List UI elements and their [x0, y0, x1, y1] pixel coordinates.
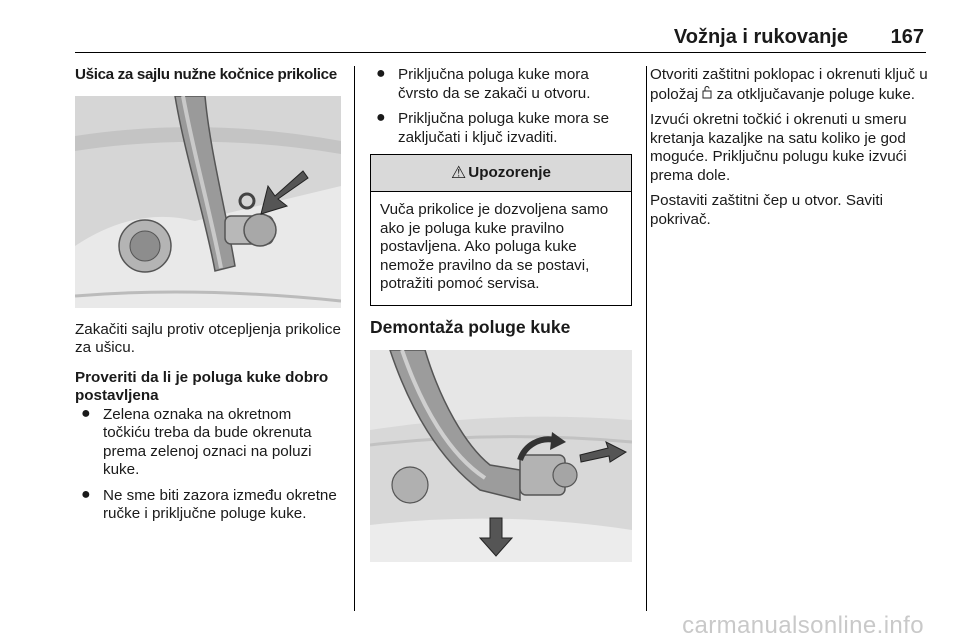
header-title: Vožnja i rukovanje	[673, 26, 848, 48]
warning-header	[371, 155, 631, 192]
bullet-icon: ●	[81, 404, 91, 422]
column-left	[75, 66, 341, 531]
list-item: ● Priključna poluga kuke mora se zaključati i ključ izvaditi.	[376, 109, 610, 146]
warning-triangle-icon: ⚠	[451, 162, 467, 182]
page-number: 167	[890, 26, 924, 48]
section-heading-check: Proveriti da li je poluga kuke dobro postavljena	[75, 368, 329, 404]
hitch-list	[370, 66, 632, 147]
column-middle	[370, 66, 632, 562]
watermark: carmanualsonline.info	[682, 612, 924, 639]
page-header	[75, 20, 926, 53]
column-divider	[354, 66, 355, 611]
section-heading-removal: Demontaža poluge kuke	[370, 316, 571, 337]
unlock-icon	[702, 85, 712, 104]
check-list	[75, 406, 341, 524]
instruction-unlock: Otvoriti zaštitni poklopac i okrenuti ključ u položaj za otključavanje poluge kuke.	[650, 66, 928, 103]
caption-attach-cable: Zakačiti sajlu protiv otcepljenja prikolice za ušicu.	[75, 320, 341, 356]
bullet-icon: ●	[81, 485, 91, 503]
list-item: ● Zelena oznaka na okretnom točkiću treba da bude okrenuta prema zelenoj oznaci na poluzi kuke.	[81, 404, 312, 478]
illustration-hitch-removal	[370, 350, 632, 562]
warning-text: Vuča prikolice je dozvoljena samo ako je poluga kuke pravilno postavljena. Ako poluga kuke nemože pravilno da se postavi, potražiti pomoć servisa.	[380, 201, 609, 292]
list-item: ● Ne sme biti zazora između okretne ručke i priključne poluge kuke.	[81, 485, 337, 522]
warning-box	[370, 154, 632, 306]
warning-title: Upozorenje	[468, 163, 551, 181]
bullet-icon: ●	[376, 65, 386, 82]
instruction-cap: Postaviti zaštitni čep u otvor. Saviti pokrivač.	[650, 192, 883, 228]
list-item: ● Priključna poluga kuke mora čvrsto da se zakači u otvoru.	[376, 65, 591, 102]
illustration-trailer-eyelet	[75, 96, 341, 308]
column-divider	[646, 66, 647, 611]
instruction-pull-wheel: Izvući okretni točkić i okrenuti u smeru kretanja kazaljke na satu koliko je god moguće. Priključnu polugu kuke izvući prema dole.	[650, 111, 907, 184]
section-heading-eyelet: Ušica za sajlu nužne kočnice prikolice	[75, 66, 337, 83]
column-right	[650, 66, 930, 236]
bullet-icon: ●	[376, 109, 386, 126]
